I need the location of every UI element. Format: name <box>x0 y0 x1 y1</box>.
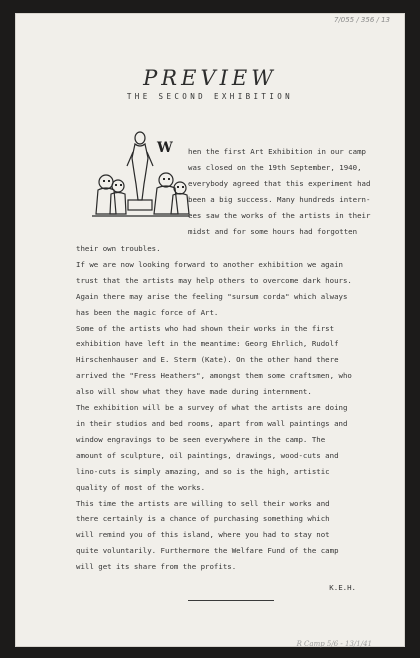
page-title: PREVIEW <box>143 66 277 90</box>
archive-reference-top: 7/055 / 356 / 13 <box>333 16 390 24</box>
archive-reference-bottom: R Camp 5/6 - 13/1/41 <box>296 640 372 648</box>
sculpture-illustration <box>86 122 194 220</box>
paragraph-intro: hen the first Art Exhibition in our camp was closed on the 19th September, 1940, everybody agreed that this experiment had been a big success. Many hundreds intern- ees saw the works of the artists in their midst and for some hours had forgotten <box>188 147 371 236</box>
closing-rule <box>188 600 274 601</box>
paragraph-body: their own troubles. If we are now looking forward to another exhibition we again trust that the artists may help others to overcome dark hours. Again there may arise the feeling "sursum corda" which always has been the magic force of Art. Some of the artists who had shown their works in the first exhibition have left in the meantime: Georg Ehrlich, Rudolf Hirschenhauser and E. Sterm (Kate). On the other hand there arrived the "Fress Heathers", amongst them some craftsmen, who also will show what they have made during internment. The exhibition will be a survey of what the artists are doing in their studios and bed rooms, apart from wall paintings and window engravings to be seen everywhere in the camp. The amount of sculpture, oil paintings, drawings, wood-cuts and lino-cuts is simply amazing, and so is the high, artistic quality of most of the works. This time the artists are willing to sell their works and there certainly is a chance of purchasing something which will remind you of this island, where you had to stay not quite voluntarily. Furthermore the Welfare Fund of the camp will get its share from the profits. <box>76 244 352 572</box>
drop-cap: W <box>157 140 173 156</box>
page-subtitle: THE SECOND EXHIBITION <box>126 92 294 101</box>
document-page <box>16 14 404 646</box>
author-initials: K.E.H. <box>329 583 356 592</box>
